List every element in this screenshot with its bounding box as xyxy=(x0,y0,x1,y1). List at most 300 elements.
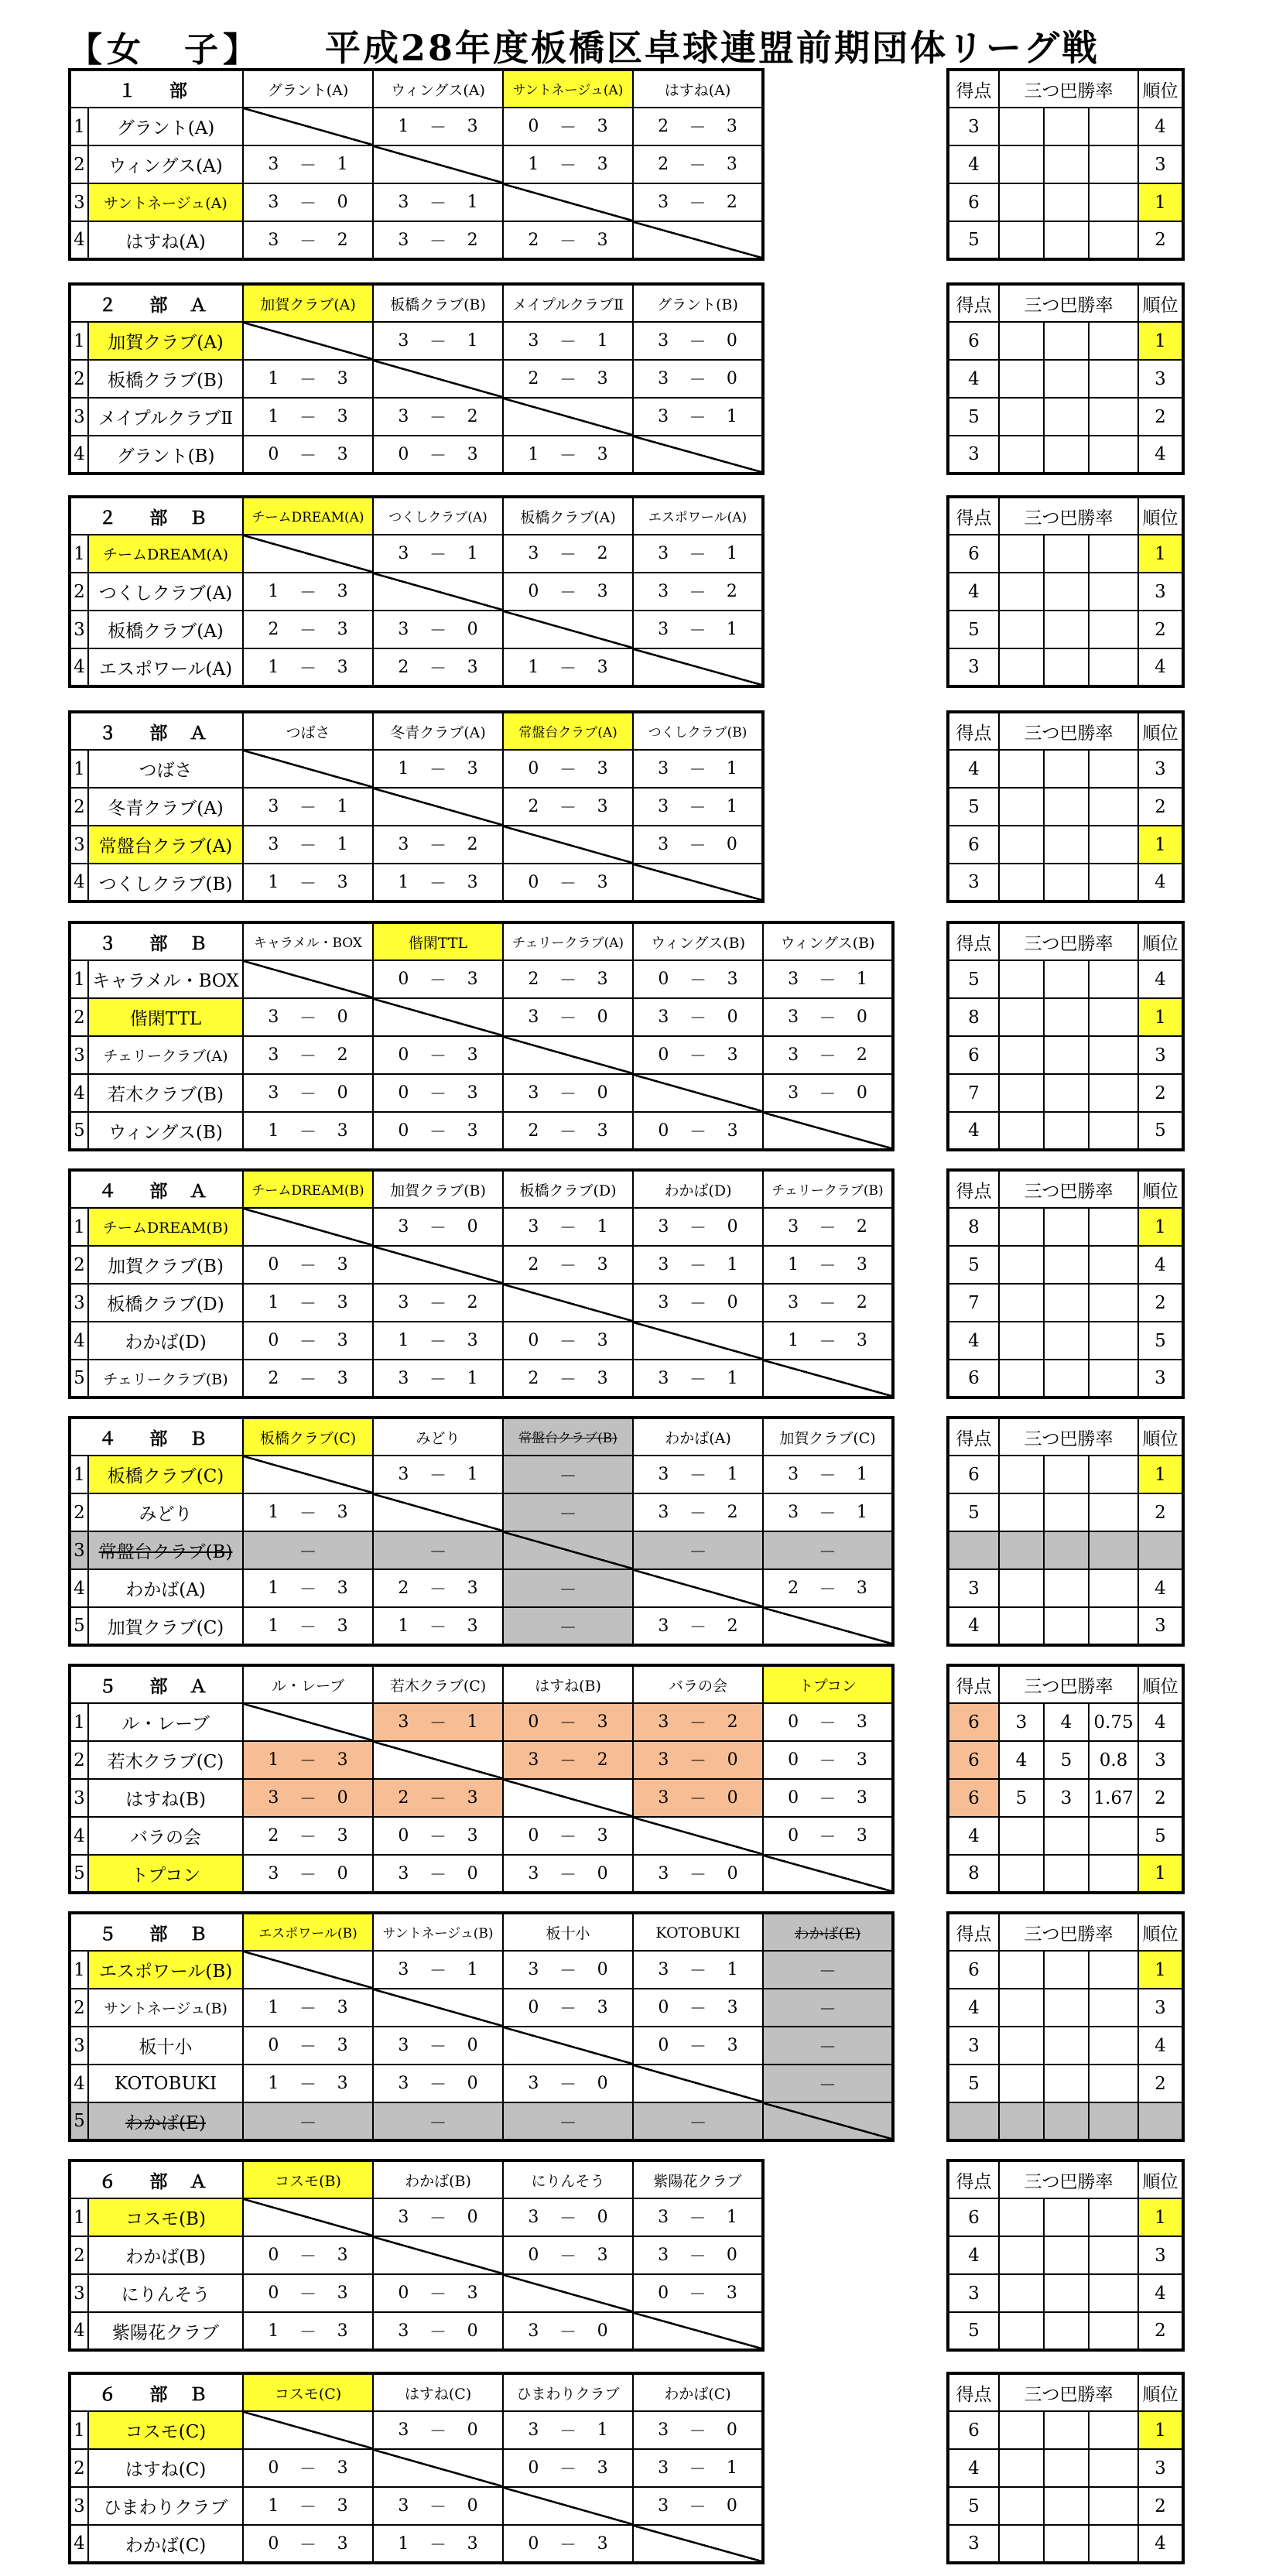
three-way-cell xyxy=(999,322,1044,360)
column-team-header xyxy=(633,284,763,322)
match-table xyxy=(68,1168,895,1399)
points-cell: 6 xyxy=(948,1779,999,1817)
score-pair xyxy=(634,573,761,610)
score-pair xyxy=(504,361,632,397)
score-cell xyxy=(633,360,763,398)
games-won: 3 xyxy=(658,1863,669,1883)
points-cell: 8 xyxy=(948,1208,999,1246)
team-row xyxy=(70,1569,893,1607)
score-separator: － xyxy=(299,1332,317,1352)
games-lost: 3 xyxy=(597,872,608,892)
three-way-cell xyxy=(1044,436,1089,474)
score-separator: － xyxy=(559,1370,577,1390)
self-match-cell xyxy=(633,864,763,901)
rank-cell: 4 xyxy=(1138,2525,1183,2563)
score-separator: － xyxy=(429,409,447,428)
score-cell xyxy=(503,1989,633,2027)
score-pair xyxy=(764,1075,891,1111)
standings-row xyxy=(948,2198,1183,2236)
row-team-name xyxy=(88,2525,243,2563)
games-lost: 0 xyxy=(467,1863,478,1883)
games-won: 3 xyxy=(658,1465,669,1484)
games-won: 1 xyxy=(268,1503,279,1522)
row-index: 5 xyxy=(70,1607,88,1645)
games-lost: 1 xyxy=(467,1465,478,1484)
row-team-name xyxy=(88,750,243,788)
standings-table xyxy=(946,1911,1185,2142)
row-team-name xyxy=(88,2487,243,2525)
score-cell xyxy=(373,322,503,360)
points-cell: 5 xyxy=(948,788,999,826)
score-separator: － xyxy=(299,2075,317,2095)
games-lost: 1 xyxy=(726,759,737,778)
row-team-name xyxy=(88,2274,243,2312)
rank-cell: 1 xyxy=(1138,1208,1183,1246)
games-lost: 3 xyxy=(727,2036,738,2055)
rank-cell: 1 xyxy=(1138,1456,1183,1493)
games-won: 3 xyxy=(528,331,539,351)
score-separator: － xyxy=(689,761,706,780)
score-cell xyxy=(503,2065,633,2102)
games-lost: 0 xyxy=(467,2321,478,2341)
score-cell xyxy=(373,1360,503,1397)
games-won: 3 xyxy=(658,1255,669,1274)
standings-row xyxy=(948,1246,1183,1284)
score-cell xyxy=(633,2236,763,2274)
row-index: 3 xyxy=(70,1036,88,1074)
games-lost: 3 xyxy=(856,1750,867,1770)
self-match-cell xyxy=(503,1036,633,1074)
games-won: 3 xyxy=(398,2321,409,2341)
games-lost: 3 xyxy=(337,2284,348,2303)
games-won: 3 xyxy=(398,331,409,351)
score-separator: － xyxy=(689,583,706,603)
games-won: 3 xyxy=(528,1863,539,1883)
score-pair xyxy=(634,1456,762,1493)
self-match-cell xyxy=(633,1569,763,1607)
score-pair xyxy=(634,2412,761,2448)
self-match-cell xyxy=(373,1246,503,1284)
rank-cell: 3 xyxy=(1138,750,1183,788)
score-separator: － xyxy=(819,1257,836,1276)
games-won: 2 xyxy=(658,155,669,174)
withdrawn-mark: － xyxy=(819,1542,837,1562)
score-cell xyxy=(763,998,893,1036)
score-pair xyxy=(634,361,761,397)
score-cell xyxy=(503,573,633,611)
row-team-name xyxy=(88,535,243,573)
rank-cell: 2 xyxy=(1138,2065,1183,2102)
self-match-cell xyxy=(503,2487,633,2525)
row-team-label: トプコン xyxy=(130,1865,201,1886)
games-lost: 2 xyxy=(597,544,608,563)
column-team-label: 板橋クラブ(D) xyxy=(519,1182,617,1199)
column-team-header xyxy=(633,2160,763,2198)
score-cell xyxy=(763,1456,893,1493)
row-index: 3 xyxy=(70,2027,88,2065)
score-separator: － xyxy=(559,583,577,603)
score-separator: － xyxy=(429,231,446,251)
rank-cell: 4 xyxy=(1138,1569,1183,1607)
games-won: 0 xyxy=(528,2246,539,2265)
score-separator: － xyxy=(689,2037,707,2057)
rank-header: 順位 xyxy=(1138,2373,1183,2411)
games-won: 3 xyxy=(528,544,539,563)
three-way-cell xyxy=(1089,2236,1138,2274)
self-match-cell xyxy=(243,1456,373,1493)
column-team-label: バラの会 xyxy=(669,1677,728,1695)
score-separator: － xyxy=(689,1009,707,1028)
score-separator: － xyxy=(559,1865,577,1885)
games-lost: 1 xyxy=(467,193,478,212)
team-row xyxy=(70,322,763,360)
score-pair xyxy=(634,826,761,863)
self-match-cell xyxy=(243,1703,373,1741)
column-team-label: つくしクラブ(B) xyxy=(648,725,747,741)
row-team-label: コスモ(C) xyxy=(125,2422,207,2442)
standings-row xyxy=(948,1208,1183,1246)
score-cell xyxy=(373,221,503,259)
three-way-cell xyxy=(999,826,1044,864)
score-pair xyxy=(244,1742,372,1778)
row-team-name xyxy=(88,1246,243,1284)
rank-cell: 1 xyxy=(1138,183,1183,221)
score-separator: － xyxy=(819,1790,836,1809)
games-won: 1 xyxy=(398,759,409,778)
games-lost: 3 xyxy=(726,155,737,174)
games-lost: 2 xyxy=(727,1712,738,1732)
division-name: ４ 部 Ａ xyxy=(70,1170,243,1208)
score-separator: － xyxy=(299,836,317,856)
score-cell xyxy=(633,1951,763,1989)
rank-cell: 2 xyxy=(1138,398,1183,436)
row-team-label: 加賀クラブ(B) xyxy=(108,1257,224,1277)
games-won: 1 xyxy=(268,1616,279,1636)
score-separator: － xyxy=(819,1580,836,1599)
team-row xyxy=(70,788,763,826)
score-separator: － xyxy=(429,1219,447,1238)
score-pair xyxy=(634,2199,761,2236)
row-index: 1 xyxy=(70,535,88,573)
score-separator: － xyxy=(429,1962,447,1981)
score-pair xyxy=(634,184,761,221)
division-name: １ 部 xyxy=(70,70,243,108)
games-lost: 3 xyxy=(597,155,608,174)
row-team-label: 常盤台クラブ(A) xyxy=(98,836,233,857)
games-lost: 3 xyxy=(467,970,478,989)
games-won: 3 xyxy=(398,544,409,563)
row-team-label: はすね(B) xyxy=(125,1790,206,1810)
games-won: 0 xyxy=(528,582,539,601)
score-cell xyxy=(243,1855,373,1893)
score-cell xyxy=(243,2312,373,2350)
three-way-cell xyxy=(999,360,1044,398)
team-row xyxy=(70,1074,893,1112)
three-way-cell xyxy=(1089,2411,1138,2449)
column-team-label: ウィングス(A) xyxy=(391,81,485,99)
self-match-cell xyxy=(503,398,633,436)
three-way-cell xyxy=(1089,2102,1138,2140)
games-won: 3 xyxy=(528,1960,539,1979)
games-lost: 3 xyxy=(467,2533,478,2554)
score-separator: － xyxy=(429,118,446,138)
games-lost: 0 xyxy=(726,2246,737,2265)
division-name: ４ 部 Ｂ xyxy=(70,1418,243,1456)
three-way-rate-header: 三つ巴勝率 xyxy=(999,1913,1138,1951)
three-way-cell xyxy=(1044,535,1089,573)
score-separator: － xyxy=(559,971,577,990)
score-pair xyxy=(504,1742,632,1778)
score-separator: － xyxy=(689,194,706,214)
withdrawn-mark: － xyxy=(559,1580,577,1600)
standings-row xyxy=(948,1779,1183,1817)
games-won: 3 xyxy=(658,1293,669,1312)
three-way-cell xyxy=(999,1360,1044,1397)
rank-cell: 5 xyxy=(1138,1112,1183,1150)
row-team-label: つくしクラブ(A) xyxy=(98,583,233,604)
games-won: 2 xyxy=(528,230,539,250)
score-separator: － xyxy=(689,1219,707,1238)
self-match-cell xyxy=(243,108,373,145)
games-lost: 1 xyxy=(856,970,867,989)
three-way-cell: 0.8 xyxy=(1089,1741,1138,1779)
column-team-label: サントネージュ(A) xyxy=(512,83,624,98)
score-separator: － xyxy=(299,2247,317,2266)
row-index: 1 xyxy=(70,2198,88,2236)
row-team-label: チェリークラブ(A) xyxy=(103,1048,228,1065)
score-separator: － xyxy=(559,2460,577,2479)
games-lost: 0 xyxy=(856,1007,867,1027)
row-index: 4 xyxy=(70,648,88,686)
score-separator: － xyxy=(559,761,577,780)
games-won: 0 xyxy=(268,2284,279,2303)
games-won: 3 xyxy=(268,155,279,174)
withdrawn-mark: － xyxy=(819,2075,837,2095)
three-way-cell xyxy=(1089,1989,1138,2027)
three-way-cell xyxy=(1089,1074,1138,1112)
games-won: 1 xyxy=(528,155,539,174)
games-won: 1 xyxy=(268,1998,279,2017)
score-cell xyxy=(503,1360,633,1397)
column-team-label: わかば(C) xyxy=(664,2385,731,2403)
points-cell: 3 xyxy=(948,1569,999,1607)
games-lost: 1 xyxy=(467,331,478,351)
games-lost: 3 xyxy=(597,230,608,250)
standings-table xyxy=(946,2159,1185,2352)
withdrawn-mark: － xyxy=(689,2112,707,2133)
self-match-cell xyxy=(633,436,763,474)
score-pair xyxy=(634,961,762,997)
score-separator: － xyxy=(559,1085,577,1104)
self-match-cell xyxy=(243,535,373,573)
games-lost: 3 xyxy=(467,872,478,892)
score-separator: － xyxy=(299,194,316,214)
score-cell xyxy=(243,2065,373,2102)
score-cell xyxy=(243,1036,373,1074)
self-match-cell xyxy=(633,1817,763,1855)
score-pair xyxy=(634,1856,762,1891)
score-pair xyxy=(504,2237,632,2273)
score-pair xyxy=(244,1360,372,1396)
games-won: 0 xyxy=(398,970,409,989)
row-team-name xyxy=(88,1855,243,1893)
score-separator: － xyxy=(429,1617,447,1637)
self-match-cell xyxy=(243,2411,373,2449)
games-won: 3 xyxy=(788,1503,799,1522)
score-pair xyxy=(504,2526,632,2561)
score-separator: － xyxy=(559,1122,577,1142)
three-way-cell xyxy=(1089,183,1138,221)
score-cell xyxy=(243,221,373,259)
standings-row xyxy=(948,436,1183,474)
score-pair xyxy=(764,1285,891,1321)
row-team-name xyxy=(88,1284,243,1322)
score-separator: － xyxy=(559,546,577,565)
points-cell: 8 xyxy=(948,998,999,1036)
games-lost: 0 xyxy=(597,1863,608,1883)
column-team-label: コスモ(B) xyxy=(275,2172,341,2190)
three-way-rate-header: 三つ巴勝率 xyxy=(999,1418,1138,1456)
games-lost: 1 xyxy=(597,2420,608,2440)
standings-table xyxy=(946,710,1185,903)
row-index: 3 xyxy=(70,1779,88,1817)
three-way-cell xyxy=(999,1493,1044,1531)
score-pair xyxy=(634,1989,762,2026)
score-pair xyxy=(244,1608,372,1644)
score-pair xyxy=(504,751,632,787)
games-lost: 3 xyxy=(337,2036,348,2055)
score-cell xyxy=(503,360,633,398)
three-way-cell xyxy=(1089,1531,1138,1569)
games-lost: 3 xyxy=(467,1616,478,1636)
games-won: 0 xyxy=(528,1998,539,2017)
score-separator: － xyxy=(429,1085,447,1104)
games-won: 3 xyxy=(398,1863,409,1883)
score-pair xyxy=(374,2412,502,2448)
score-separator: － xyxy=(559,2535,577,2555)
points-cell: 3 xyxy=(948,648,999,686)
score-pair xyxy=(244,2488,372,2524)
row-index: 2 xyxy=(70,573,88,611)
standings-row xyxy=(948,1741,1183,1779)
games-won: 1 xyxy=(268,1293,279,1312)
row-index: 5 xyxy=(70,1360,88,1397)
column-team-label: ウィングス(B) xyxy=(780,934,875,952)
rank-cell: 3 xyxy=(1138,2449,1183,2487)
games-won: 3 xyxy=(528,1750,539,1770)
games-won: 1 xyxy=(268,657,279,677)
score-separator: － xyxy=(689,2460,706,2479)
score-cell xyxy=(633,1779,763,1817)
games-won: 3 xyxy=(658,1712,669,1732)
column-team-header xyxy=(243,284,373,322)
points-cell: 6 xyxy=(948,1456,999,1493)
score-pair xyxy=(634,399,761,435)
games-won: 3 xyxy=(658,544,669,563)
score-pair xyxy=(764,1322,891,1359)
column-team-label: チェリークラブ(B) xyxy=(771,1183,884,1199)
games-won: 0 xyxy=(268,2458,279,2478)
self-match-cell xyxy=(373,2449,503,2487)
row-team-name xyxy=(88,398,243,436)
points-header: 得点 xyxy=(948,497,999,535)
three-way-cell xyxy=(1089,1322,1138,1360)
games-won: 0 xyxy=(398,444,409,464)
three-way-cell xyxy=(999,2487,1044,2525)
score-cell xyxy=(633,998,763,1036)
score-cell xyxy=(633,535,763,573)
score-pair xyxy=(634,1952,762,1988)
team-row xyxy=(70,826,763,864)
games-won: 0 xyxy=(398,1826,409,1846)
rank-cell: 2 xyxy=(1138,1074,1183,1112)
self-match-cell xyxy=(503,1779,633,1817)
games-won: 3 xyxy=(398,835,409,854)
score-pair xyxy=(374,751,502,787)
column-team-label: ひまわりクラブ xyxy=(516,2385,620,2403)
score-cell xyxy=(503,998,633,1036)
games-lost: 3 xyxy=(337,2533,348,2554)
games-lost: 3 xyxy=(597,1998,608,2017)
score-cell xyxy=(243,145,373,183)
score-cell xyxy=(763,2065,893,2102)
score-cell xyxy=(243,1360,373,1397)
row-index: 3 xyxy=(70,2274,88,2312)
three-way-cell xyxy=(999,398,1044,436)
score-pair xyxy=(374,1704,502,1740)
three-way-cell xyxy=(1044,2027,1089,2065)
score-cell xyxy=(373,436,503,474)
team-row xyxy=(70,2274,763,2312)
score-pair xyxy=(504,2199,632,2236)
games-lost: 0 xyxy=(727,1217,738,1237)
games-lost: 3 xyxy=(467,1579,478,1598)
score-cell xyxy=(763,1703,893,1741)
self-match-cell xyxy=(763,1360,893,1397)
three-way-cell xyxy=(1044,2102,1089,2140)
rank-cell: 2 xyxy=(1138,221,1183,259)
points-cell: 6 xyxy=(948,826,999,864)
score-cell xyxy=(373,1817,503,1855)
three-way-cell xyxy=(1089,573,1138,611)
standings-row xyxy=(948,2236,1183,2274)
three-way-cell xyxy=(1044,221,1089,259)
standings-row xyxy=(948,1569,1183,1607)
three-way-cell xyxy=(1089,398,1138,436)
score-separator: － xyxy=(559,1962,577,1981)
games-won: 3 xyxy=(788,1465,799,1484)
row-index: 2 xyxy=(70,145,88,183)
score-pair xyxy=(374,2313,502,2349)
games-won: 1 xyxy=(268,2074,279,2093)
score-cell xyxy=(503,960,633,998)
points-cell: 6 xyxy=(948,535,999,573)
points-cell: 5 xyxy=(948,2065,999,2102)
three-way-cell xyxy=(1044,1246,1089,1284)
score-separator: － xyxy=(689,2247,706,2266)
score-pair xyxy=(374,1456,502,1493)
standings-row xyxy=(948,573,1183,611)
column-team-label: 偕閑TTL xyxy=(408,934,468,952)
score-pair xyxy=(634,1780,762,1816)
team-row xyxy=(70,2312,763,2350)
score-separator: － xyxy=(299,2285,317,2304)
score-cell xyxy=(243,2274,373,2312)
three-way-cell xyxy=(999,1989,1044,2027)
self-match-cell xyxy=(373,1989,503,2027)
three-way-cell xyxy=(1089,1284,1138,1322)
score-cell xyxy=(243,998,373,1036)
